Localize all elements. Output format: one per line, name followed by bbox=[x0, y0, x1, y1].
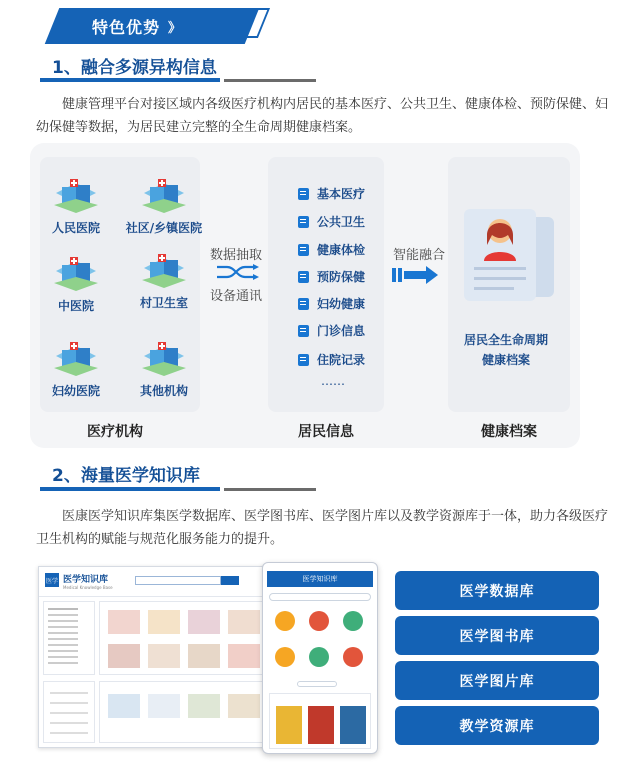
screenshot-logo-sub: Medical Knowledge Base bbox=[63, 585, 113, 590]
section1-paragraph: 健康管理平台对接区域内各级医疗机构内居民的基本医疗、公共卫生、健康体检、预防保健、妇幼保健等数据，为居民建立完整的全生命周期健康档案。 bbox=[36, 97, 609, 135]
kb-button-teaching-resources[interactable]: 教学资源库 bbox=[395, 706, 599, 745]
hospital-building-icon bbox=[50, 253, 102, 293]
institution-maternal-hospital bbox=[36, 338, 116, 399]
column-label-institutions: 医疗机构 bbox=[87, 424, 143, 440]
screenshot-search-button bbox=[221, 576, 239, 585]
institution-other bbox=[124, 338, 204, 399]
screenshot-sidebar-lower bbox=[43, 681, 95, 743]
flow-label-fusion: 智能融合 bbox=[393, 248, 446, 263]
institution-label: 人民医院 bbox=[51, 221, 100, 235]
hospital-building-icon bbox=[138, 250, 190, 290]
banner bbox=[92, 14, 232, 38]
health-record-label bbox=[454, 330, 558, 370]
tablet-title: 医学知识库 bbox=[267, 571, 373, 587]
shuffle-arrows-icon bbox=[215, 264, 259, 280]
tablet-book-shelf bbox=[269, 693, 371, 749]
tablet-module-icon bbox=[275, 647, 295, 667]
section2-title: 2、海量医学知识库 bbox=[52, 466, 200, 486]
screenshot-image-grid bbox=[99, 601, 265, 675]
info-item-ellipsis: …… bbox=[321, 374, 345, 388]
info-item-prevention: 预防保健 bbox=[298, 268, 365, 285]
info-item-inpatient: 住院记录 bbox=[298, 351, 365, 368]
tablet-module-icon bbox=[343, 611, 363, 631]
institution-village-clinic bbox=[124, 250, 204, 311]
screenshot-header bbox=[39, 567, 269, 597]
institution-community-hospital bbox=[116, 175, 212, 236]
kb-button-medical-database[interactable]: 医学数据库 bbox=[395, 571, 599, 610]
screenshot-search-box bbox=[135, 576, 221, 585]
tablet-module-icon bbox=[309, 611, 329, 631]
institution-label: 社区/乡镇医院 bbox=[125, 221, 203, 235]
institution-tcm-hospital bbox=[36, 253, 116, 314]
section1-underline bbox=[40, 78, 220, 82]
hospital-building-icon bbox=[50, 338, 102, 378]
column-label-health-record: 健康档案 bbox=[481, 424, 537, 440]
knowledge-base-tablet-screenshot bbox=[262, 562, 378, 754]
info-item-checkup: 健康体检 bbox=[298, 241, 365, 258]
health-record-label-line2: 健康档案 bbox=[481, 353, 530, 367]
institution-label: 中医院 bbox=[57, 299, 94, 313]
info-item-outpatient: 门诊信息 bbox=[298, 322, 365, 339]
banner-title: 特色优势 bbox=[92, 17, 161, 37]
health-record-label-line1: 居民全生命周期 bbox=[463, 333, 548, 347]
section1-underline-gray bbox=[224, 79, 316, 82]
flow-label-extract: 数据抽取 bbox=[210, 248, 263, 263]
document-icon bbox=[298, 354, 309, 366]
info-item-maternal: 妇幼健康 bbox=[298, 295, 365, 312]
document-icon bbox=[298, 216, 309, 228]
kb-button-medical-library[interactable]: 医学图书库 bbox=[395, 616, 599, 655]
screenshot-sidebar bbox=[43, 601, 95, 675]
tablet-more-button bbox=[297, 681, 337, 687]
screenshot-logo-text: 医学知识库 bbox=[63, 575, 109, 585]
merge-arrow-icon bbox=[392, 266, 438, 284]
banner-arrows-icon: 》 bbox=[168, 20, 183, 36]
info-item-basic-medical: 基本医疗 bbox=[298, 185, 365, 202]
section1-title: 1、融合多源异构信息 bbox=[52, 58, 217, 78]
document-icon bbox=[298, 298, 309, 310]
institution-label: 其他机构 bbox=[139, 384, 188, 398]
section2-paragraph: 医康医学知识库集医学数据库、医学图书库、医学图片库以及教学资源库于一体，助力各级医疗卫生机构的赋能与规范化服务能力的提升。 bbox=[36, 509, 609, 547]
hospital-building-icon bbox=[138, 338, 190, 378]
document-icon bbox=[298, 325, 309, 337]
institution-label: 村卫生室 bbox=[139, 296, 188, 310]
tablet-module-icon bbox=[275, 611, 295, 631]
document-icon bbox=[298, 188, 309, 200]
kb-button-medical-images[interactable]: 医学图片库 bbox=[395, 661, 599, 700]
hospital-building-icon bbox=[50, 175, 102, 215]
tablet-module-icon bbox=[343, 647, 363, 667]
tablet-search-box bbox=[269, 593, 371, 601]
hospital-building-icon bbox=[138, 175, 190, 215]
document-icon bbox=[298, 271, 309, 283]
section2-underline-gray bbox=[224, 488, 316, 491]
knowledge-base-website-screenshot bbox=[38, 566, 270, 748]
screenshot-book-row bbox=[99, 681, 265, 743]
health-record-document-icon bbox=[462, 205, 554, 303]
institution-people-hospital bbox=[36, 175, 116, 236]
document-icon bbox=[298, 244, 309, 256]
screenshot-logo-badge: 医学 bbox=[45, 573, 59, 587]
institution-label: 妇幼医院 bbox=[51, 384, 100, 398]
info-item-public-health: 公共卫生 bbox=[298, 213, 365, 230]
section2-underline bbox=[40, 487, 220, 491]
tablet-module-icon bbox=[309, 647, 329, 667]
flow-label-device: 设备通讯 bbox=[210, 289, 263, 304]
column-label-resident-info: 居民信息 bbox=[298, 424, 354, 440]
